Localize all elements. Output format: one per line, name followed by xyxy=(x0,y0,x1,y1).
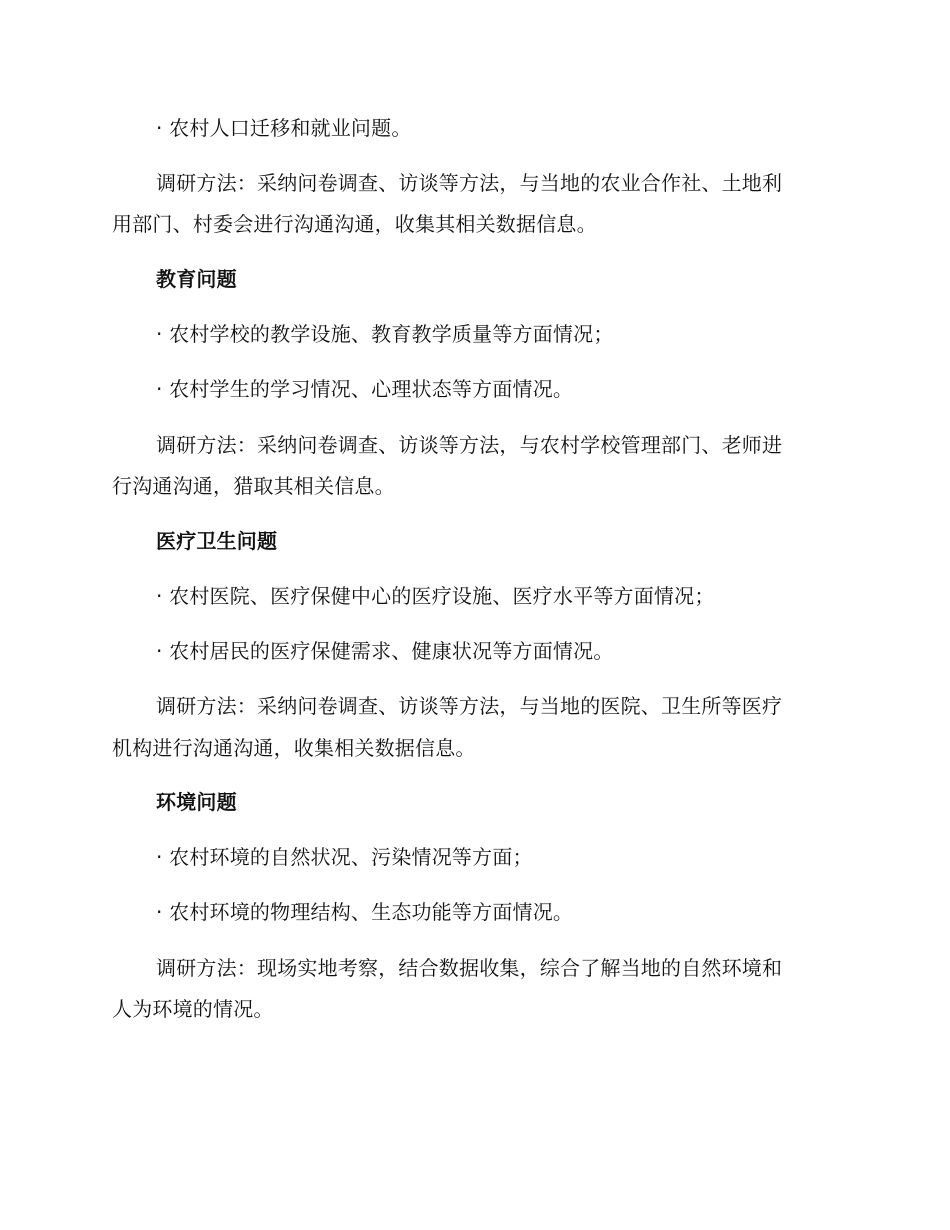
bullet-environment-structure: · 农村环境的物理结构、生态功能等方面情况。 xyxy=(156,900,574,924)
method-paragraph-line: 用部门、村委会进行沟通沟通，收集其相关数据信息。 xyxy=(112,212,597,236)
bullet-hospital-facilities: · 农村医院、医疗保健中心的医疗设施、医疗水平等方面情况； xyxy=(156,584,715,608)
method-paragraph-line: 机构进行沟通沟通，收集相关数据信息。 xyxy=(112,736,476,760)
bullet-environment-natural: · 农村环境的自然状况、污染情况等方面； xyxy=(156,845,533,869)
bullet-resident-health: · 农村居民的医疗保健需求、健康状况等方面情况。 xyxy=(156,639,614,663)
bullet-school-facilities: · 农村学校的教学设施、教育教学质量等方面情况； xyxy=(156,322,614,346)
section-heading-education: 教育问题 xyxy=(156,267,237,291)
method-paragraph-line: 调研方法：现场实地考察，结合数据收集，综合了解当地的自然环境和 xyxy=(156,956,783,980)
bullet-rural-migration: · 农村人口迁移和就业问题。 xyxy=(156,116,412,140)
bullet-student-status: · 农村学生的学习情况、心理状态等方面情况。 xyxy=(156,377,574,401)
method-paragraph-line: 行沟通沟通，猎取其相关信息。 xyxy=(112,474,395,498)
method-paragraph-line: 调研方法：采纳问卷调查、访谈等方法，与农村学校管理部门、老师进 xyxy=(156,433,783,457)
method-paragraph-line: 调研方法：采纳问卷调查、访谈等方法，与当地的医院、卫生所等医疗 xyxy=(156,694,783,718)
section-heading-medical: 医疗卫生问题 xyxy=(156,529,278,553)
method-paragraph-line: 调研方法：采纳问卷调查、访谈等方法，与当地的农业合作社、土地利 xyxy=(156,171,783,195)
method-paragraph-line: 人为环境的情况。 xyxy=(112,997,274,1021)
section-heading-environment: 环境问题 xyxy=(156,790,237,814)
